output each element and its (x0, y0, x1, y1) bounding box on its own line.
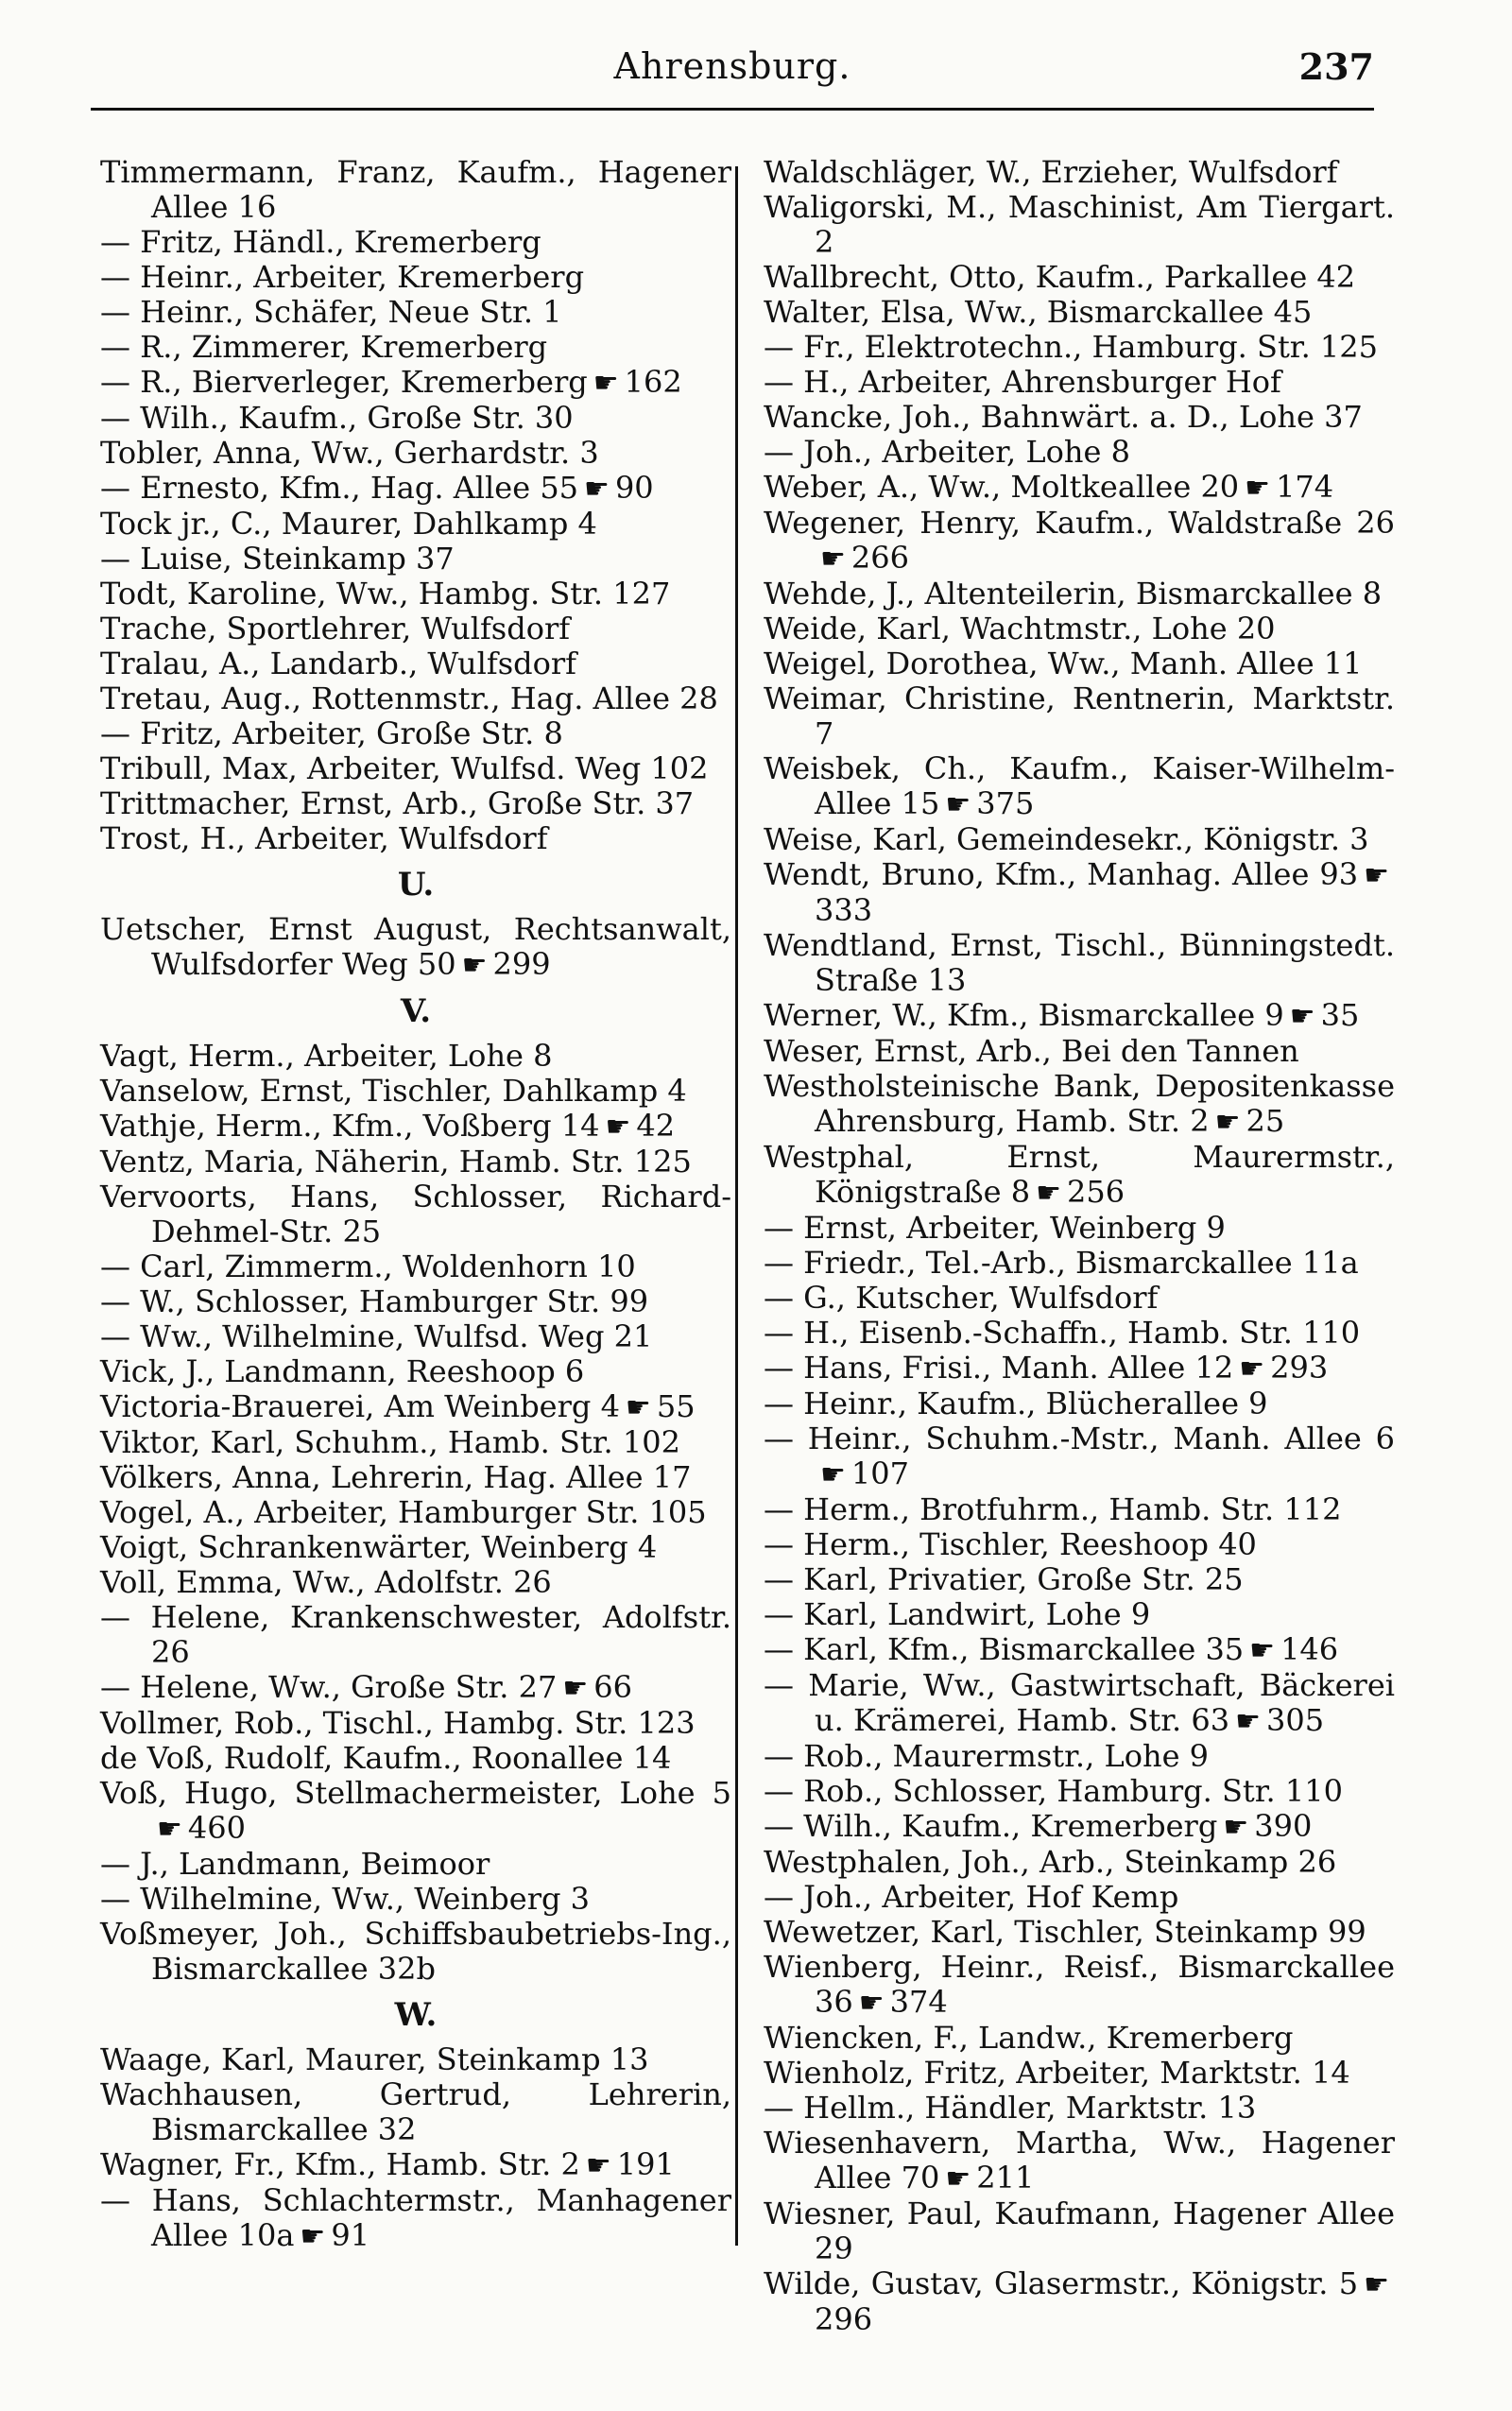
entry-text: — Joh., Arbeiter, Hof Kemp (764, 1879, 1179, 1915)
entry-text: Voß, Hugo, Stellmachermeister, Lohe 5 (100, 1775, 731, 1811)
directory-entry (100, 1354, 731, 1389)
directory-entry (764, 1739, 1395, 1774)
telephone-hand-icon: ☛ (1214, 1106, 1241, 1139)
entry-text: — Marie, Ww., Gastwirtschaft, Bäckerei u. Krämerei, Hamb. Str. 63 (764, 1667, 1395, 1738)
directory-entry (764, 435, 1395, 470)
entry-text: — Luise, Steinkamp 37 (100, 541, 455, 577)
directory-entry (764, 2021, 1395, 2056)
directory-entry (764, 400, 1395, 435)
telephone-hand-icon: ☛ (945, 2162, 971, 2196)
directory-entry (100, 260, 731, 295)
directory-entry (100, 225, 731, 260)
entry-text: Uetscher, Ernst August, Rechtsanwalt, Wulfsdorfer Weg 50 (100, 911, 731, 982)
telephone-hand-icon: ☛ (945, 788, 971, 821)
entry-text: — H., Arbeiter, Ahrensburger Hof (764, 364, 1281, 400)
directory-entry (764, 1809, 1395, 1845)
entry-text: Weigel, Dorothea, Ww., Manh. Allee 11 (764, 646, 1363, 681)
entry-text: — Heinr., Arbeiter, Kremerberg (100, 259, 585, 295)
directory-entry (100, 2183, 731, 2254)
entry-text: — Hellm., Händler, Marktstr. 13 (764, 2090, 1257, 2126)
entry-text: Tobler, Anna, Ww., Gerhardstr. 3 (100, 435, 599, 471)
phone-number: 374 (889, 1984, 948, 2020)
entry-text: — Fr., Elektrotechn., Hamburg. Str. 125 (764, 329, 1378, 365)
entry-text: — Joh., Arbeiter, Lohe 8 (764, 434, 1130, 470)
directory-entry (100, 716, 731, 751)
entry-text: Walter, Elsa, Ww., Bismarckallee 45 (764, 294, 1313, 330)
phone-number: 305 (1266, 1702, 1325, 1738)
phone-number: 55 (656, 1388, 696, 1424)
directory-entry (100, 786, 731, 821)
directory-entry (100, 1776, 731, 1847)
entry-text: Viktor, Karl, Schuhm., Hamb. Str. 102 (100, 1424, 680, 1460)
header-rule (91, 108, 1374, 111)
directory-entry (764, 1668, 1395, 1739)
directory-entry (100, 1109, 731, 1145)
entry-text: Vollmer, Rob., Tischl., Hambg. Str. 123 (100, 1705, 696, 1741)
entry-text: Wancke, Joh., Bahnwärt. a. D., Lohe 37 (764, 399, 1363, 435)
directory-entry (764, 1246, 1395, 1281)
entry-text: Wendt, Bruno, Kfm., Manhag. Allee 93 (764, 856, 1359, 892)
telephone-hand-icon: ☛ (1235, 1705, 1262, 1738)
entry-text: Ventz, Maria, Näherin, Hamb. Str. 125 (100, 1144, 692, 1180)
entry-text: Vogel, A., Arbeiter, Hamburger Str. 105 (100, 1494, 707, 1530)
entry-text: de Voß, Rudolf, Kaufm., Roonallee 14 (100, 1740, 672, 1776)
directory-entry (100, 542, 731, 577)
entry-text: Trittmacher, Ernst, Arb., Große Str. 37 (100, 785, 695, 821)
directory-entry (100, 1249, 731, 1284)
telephone-hand-icon: ☛ (562, 1672, 589, 1705)
entry-text: — Friedr., Tel.-Arb., Bismarckallee 11a (764, 1245, 1359, 1281)
directory-entry (100, 1425, 731, 1460)
directory-entry (764, 1774, 1395, 1809)
directory-entry (100, 401, 731, 436)
entry-text: Westphal, Ernst, Maurermstr., Königstraße 8 (764, 1139, 1395, 1210)
telephone-hand-icon: ☛ (605, 1111, 631, 1144)
directory-entry (764, 155, 1395, 190)
directory-entry (764, 1316, 1395, 1351)
directory-entry (764, 1950, 1395, 2021)
entry-text: — Karl, Landwirt, Lohe 9 (764, 1596, 1151, 1632)
directory-entry (100, 912, 731, 983)
phone-number: 146 (1280, 1631, 1339, 1667)
directory-entry (100, 507, 731, 542)
entry-text: — R., Zimmerer, Kremerberg (100, 329, 548, 365)
directory-entry (100, 1074, 731, 1109)
running-title: Ahrensburg. (613, 45, 851, 87)
entry-text: — Ernst, Arbeiter, Weinberg 9 (764, 1210, 1226, 1246)
entry-text: Wienberg, Heinr., Reisf., Bismarckallee 36 (764, 1949, 1395, 2020)
entry-text: Waage, Karl, Maurer, Steinkamp 13 (100, 2041, 649, 2077)
entry-text: — Carl, Zimmerm., Woldenhorn 10 (100, 1249, 636, 1284)
entry-text: Weide, Karl, Wachtmstr., Lohe 20 (764, 611, 1276, 646)
entry-text: — Herm., Brotfuhrm., Hamb. Str. 112 (764, 1491, 1342, 1527)
directory-entry (764, 365, 1395, 400)
phone-number: 296 (815, 2301, 873, 2337)
phone-number: 299 (492, 946, 551, 982)
entry-text: — Fritz, Arbeiter, Große Str. 8 (100, 715, 563, 751)
entry-text: — Karl, Privatier, Große Str. 25 (764, 1561, 1244, 1597)
telephone-hand-icon: ☛ (1223, 1811, 1249, 1844)
entry-text: Voigt, Schrankenwärter, Weinberg 4 (100, 1529, 658, 1565)
entry-text: Waligorski, M., Maschinist, Am Tiergart. 2 (764, 189, 1395, 260)
left-column (100, 155, 731, 2254)
entry-text: Wewetzer, Karl, Tischler, Steinkamp 99 (764, 1914, 1366, 1950)
entry-text: Wagner, Fr., Kfm., Hamb. Str. 2 (100, 2146, 580, 2182)
telephone-hand-icon: ☛ (1249, 1634, 1276, 1667)
phone-number: 256 (1067, 1174, 1125, 1210)
entry-text: Wiesner, Paul, Kaufmann, Hagener Allee 29 (764, 2196, 1395, 2266)
directory-entry (100, 821, 731, 856)
entry-text: Trache, Sportlehrer, Wulfsdorf (100, 611, 571, 646)
directory-entry (764, 1386, 1395, 1421)
telephone-hand-icon: ☛ (1364, 2268, 1389, 2301)
entry-text: Völkers, Anna, Lehrerin, Hag. Allee 17 (100, 1459, 692, 1495)
telephone-hand-icon: ☛ (300, 2220, 326, 2253)
directory-entry (764, 646, 1395, 681)
directory-entry (764, 506, 1395, 577)
entry-text: — J., Landmann, Beimoor (100, 1846, 490, 1882)
directory-entry (764, 1140, 1395, 1211)
entry-text: — Wilhelmine, Ww., Weinberg 3 (100, 1881, 591, 1917)
entry-text: — W., Schlosser, Hamburger Str. 99 (100, 1283, 649, 1319)
telephone-hand-icon: ☛ (584, 473, 610, 506)
entry-text: Weimar, Christine, Rentnerin, Marktstr. 7 (764, 680, 1395, 751)
telephone-hand-icon: ☛ (1289, 1000, 1315, 1033)
telephone-hand-icon: ☛ (593, 367, 619, 400)
phone-number: 266 (850, 540, 909, 576)
directory-entry (764, 857, 1395, 928)
phone-number: 91 (331, 2217, 370, 2253)
directory-entry (100, 1565, 731, 1600)
directory-entry (764, 1211, 1395, 1246)
directory-entry (100, 295, 731, 330)
entry-text: Tribull, Max, Arbeiter, Wulfsd. Weg 102 (100, 750, 709, 786)
telephone-hand-icon: ☛ (820, 1458, 846, 1491)
directory-entry (100, 577, 731, 611)
directory-entry (100, 1180, 731, 1249)
directory-entry (764, 1069, 1395, 1140)
phone-number: 460 (187, 1810, 246, 1846)
entry-text: Wiesenhavern, Martha, Ww., Hagener Allee 70 (764, 2125, 1395, 2196)
telephone-hand-icon: ☛ (1364, 859, 1389, 892)
entry-text: — Fritz, Händl., Kremerberg (100, 224, 541, 260)
directory-entry (764, 1632, 1395, 1668)
entry-text: Vagt, Herm., Arbeiter, Lohe 8 (100, 1038, 553, 1074)
directory-entry (100, 1495, 731, 1530)
entry-text: — Heinr., Schäfer, Neue Str. 1 (100, 294, 562, 330)
directory-entry (764, 2266, 1395, 2337)
directory-entry (100, 1847, 731, 1882)
directory-entry (100, 471, 731, 507)
entry-text: Wehde, J., Altenteilerin, Bismarckallee 8 (764, 576, 1383, 611)
entry-text: — Rob., Schlosser, Hamburg. Str. 110 (764, 1773, 1343, 1809)
telephone-hand-icon: ☛ (585, 2149, 611, 2182)
phone-number: 42 (636, 1108, 676, 1144)
directory-entry (100, 1460, 731, 1495)
phone-number: 333 (815, 892, 873, 928)
directory-entry (100, 436, 731, 471)
entry-text: Wendtland, Ernst, Tischl., Bünningstedt. Straße 13 (764, 927, 1395, 998)
phone-number: 293 (1270, 1350, 1329, 1386)
page-header (91, 38, 1374, 113)
directory-entry (100, 1882, 731, 1917)
telephone-hand-icon: ☛ (1036, 1177, 1062, 1210)
entry-text: Vervoorts, Hans, Schlosser, Richard-Dehmel-Str. 25 (100, 1179, 731, 1249)
entry-text: Wienholz, Fritz, Arbeiter, Marktstr. 14 (764, 2055, 1350, 2091)
column-divider (735, 166, 738, 2246)
section-letter: V. (400, 992, 432, 1030)
directory-entry (764, 751, 1395, 822)
directory-entry (764, 1880, 1395, 1915)
directory-entry (764, 1492, 1395, 1527)
entry-text: — H., Eisenb.-Schaffn., Hamb. Str. 110 (764, 1315, 1361, 1351)
directory-entry (100, 1706, 731, 1741)
telephone-hand-icon: ☛ (157, 1813, 182, 1846)
phone-number: 107 (850, 1455, 909, 1491)
phone-number: 162 (624, 364, 682, 400)
phone-number: 66 (593, 1669, 632, 1705)
entry-text: Westholsteinische Bank, Depositenkasse Ahrensburg, Hamb. Str. 2 (764, 1068, 1395, 1139)
directory-entry (764, 190, 1395, 260)
entry-text: Wilde, Gustav, Glasermstr., Königstr. 5 (764, 2265, 1359, 2301)
directory-entry (764, 2126, 1395, 2196)
entry-text: — Wilh., Kaufm., Kremerberg (764, 1808, 1218, 1844)
phone-number: 211 (976, 2160, 1035, 2196)
directory-entry (100, 2077, 731, 2147)
directory-entry (764, 998, 1395, 1034)
entry-text: Voßmeyer, Joh., Schiffsbaubetriebs-Ing., Bismarckallee 32b (100, 1916, 731, 1987)
directory-entry (100, 2147, 731, 2183)
directory-entry (100, 1319, 731, 1354)
directory-entry (764, 2056, 1395, 2091)
directory-entry (100, 646, 731, 681)
directory-entry (764, 295, 1395, 330)
directory-entry (764, 1421, 1395, 1492)
phone-number: 375 (976, 785, 1035, 821)
entry-text: Trost, H., Arbeiter, Wulfsdorf (100, 820, 548, 856)
directory-entry (764, 1597, 1395, 1632)
entry-text: Wallbrecht, Otto, Kaufm., Parkallee 42 (764, 259, 1356, 295)
entry-text: Weser, Ernst, Arb., Bei den Tannen (764, 1033, 1299, 1069)
directory-entry (764, 1915, 1395, 1950)
entry-text: — Wilh., Kaufm., Große Str. 30 (100, 400, 574, 436)
directory-entry (100, 365, 731, 401)
telephone-hand-icon: ☛ (461, 949, 488, 982)
entry-text: Waldschläger, W., Erzieher, Wulfsdorf (764, 154, 1338, 190)
entry-text: Wiencken, F., Landw., Kremerberg (764, 2020, 1294, 2056)
directory-entry (100, 681, 731, 716)
entry-text: Tralau, A., Landarb., Wulfsdorf (100, 646, 576, 681)
entry-text: — Ernesto, Kfm., Hag. Allee 55 (100, 470, 579, 506)
entry-text: — Ww., Wilhelmine, Wulfsd. Weg 21 (100, 1318, 653, 1354)
entry-text: Westphalen, Joh., Arb., Steinkamp 26 (764, 1844, 1337, 1880)
right-column (764, 155, 1395, 2337)
page-number: 237 (1298, 45, 1374, 88)
entry-text: Vathje, Herm., Kfm., Voßberg 14 (100, 1108, 600, 1144)
directory-entry (764, 681, 1395, 751)
entry-text: Wegener, Henry, Kaufm., Waldstraße 26 (764, 505, 1395, 541)
directory-entry (100, 330, 731, 365)
entry-text: — Hans, Schlachtermstr., Manhagener Allee 10a (100, 2182, 731, 2253)
telephone-hand-icon: ☛ (1239, 1352, 1265, 1386)
entry-text: — Heinr., Kaufm., Blücherallee 9 (764, 1386, 1268, 1421)
entry-text: Weber, A., Ww., Moltkeallee 20 (764, 469, 1240, 505)
directory-entry (100, 155, 731, 225)
directory-entry (764, 1845, 1395, 1880)
section-letter: W. (394, 1996, 438, 2034)
directory-entry (764, 470, 1395, 506)
directory-entry (100, 1670, 731, 1706)
directory-entry (100, 611, 731, 646)
phone-number: 25 (1246, 1103, 1285, 1139)
phone-number: 390 (1254, 1808, 1313, 1844)
entry-text: — G., Kutscher, Wulfsdorf (764, 1280, 1159, 1316)
phone-number: 35 (1320, 997, 1360, 1033)
directory-entry (100, 1741, 731, 1776)
phone-number: 174 (1276, 469, 1334, 505)
directory-entry (100, 1600, 731, 1670)
directory-entry (100, 751, 731, 786)
section-letter: U. (397, 866, 435, 904)
entry-text: Timmermann, Franz, Kaufm., Hagener Allee 16 (100, 154, 731, 225)
directory-entry (764, 928, 1395, 998)
entry-text: Vanselow, Ernst, Tischler, Dahlkamp 4 (100, 1073, 687, 1109)
directory-entry (764, 1281, 1395, 1316)
entry-text: Weisbek, Ch., Kaufm., Kaiser-Wilhelm-Allee 15 (764, 750, 1395, 821)
entry-text: Wachhausen, Gertrud, Lehrerin, Bismarckallee 32 (100, 2076, 731, 2147)
entry-text: Victoria-Brauerei, Am Weinberg 4 (100, 1388, 620, 1424)
directory-entry (100, 1284, 731, 1319)
directory-entry (100, 1039, 731, 1074)
phone-number: 191 (616, 2146, 675, 2182)
directory-entry (764, 1527, 1395, 1562)
entry-text: Tock jr., C., Maurer, Dahlkamp 4 (100, 506, 597, 542)
entry-text: Werner, W., Kfm., Bismarckallee 9 (764, 997, 1284, 1033)
entry-text: Vick, J., Landmann, Reeshoop 6 (100, 1353, 585, 1389)
telephone-hand-icon: ☛ (858, 1987, 885, 2020)
directory-entry (764, 2091, 1395, 2126)
directory-entry (764, 577, 1395, 611)
entry-text: — Helene, Ww., Große Str. 27 (100, 1669, 558, 1705)
directory-entry (764, 1034, 1395, 1069)
entry-text: — Hans, Frisi., Manh. Allee 12 (764, 1350, 1234, 1386)
entry-text: — Herm., Tischler, Reeshoop 40 (764, 1526, 1257, 1562)
directory-entry (764, 1562, 1395, 1597)
directory-entry (100, 1917, 731, 1987)
telephone-hand-icon: ☛ (820, 542, 846, 576)
phone-number: 90 (614, 470, 654, 506)
entry-text: Voll, Emma, Ww., Adolfstr. 26 (100, 1564, 552, 1600)
directory-entry (764, 1351, 1395, 1386)
directory-entry (764, 2196, 1395, 2266)
entry-text: — Karl, Kfm., Bismarckallee 35 (764, 1631, 1245, 1667)
entry-text: Todt, Karoline, Ww., Hambg. Str. 127 (100, 576, 671, 611)
directory-entry (764, 330, 1395, 365)
directory-entry (764, 822, 1395, 857)
directory-entry (764, 260, 1395, 295)
entry-text: — Rob., Maurermstr., Lohe 9 (764, 1738, 1210, 1774)
entry-text: Weise, Karl, Gemeindesekr., Königstr. 3 (764, 821, 1369, 857)
directory-entry (100, 1530, 731, 1565)
entry-text: — Helene, Krankenschwester, Adolfstr. 26 (100, 1599, 731, 1670)
telephone-hand-icon: ☛ (625, 1391, 651, 1424)
entry-text: — Heinr., Schuhm.-Mstr., Manh. Allee 6 (764, 1421, 1395, 1456)
entry-text: Tretau, Aug., Rottenmstr., Hag. Allee 28 (100, 680, 718, 716)
directory-entry (100, 2042, 731, 2077)
directory-entry (100, 1389, 731, 1425)
directory-entry (100, 1145, 731, 1180)
telephone-hand-icon: ☛ (1245, 472, 1271, 505)
entry-text: — R., Bierverleger, Kremerberg (100, 364, 588, 400)
directory-entry (764, 611, 1395, 646)
